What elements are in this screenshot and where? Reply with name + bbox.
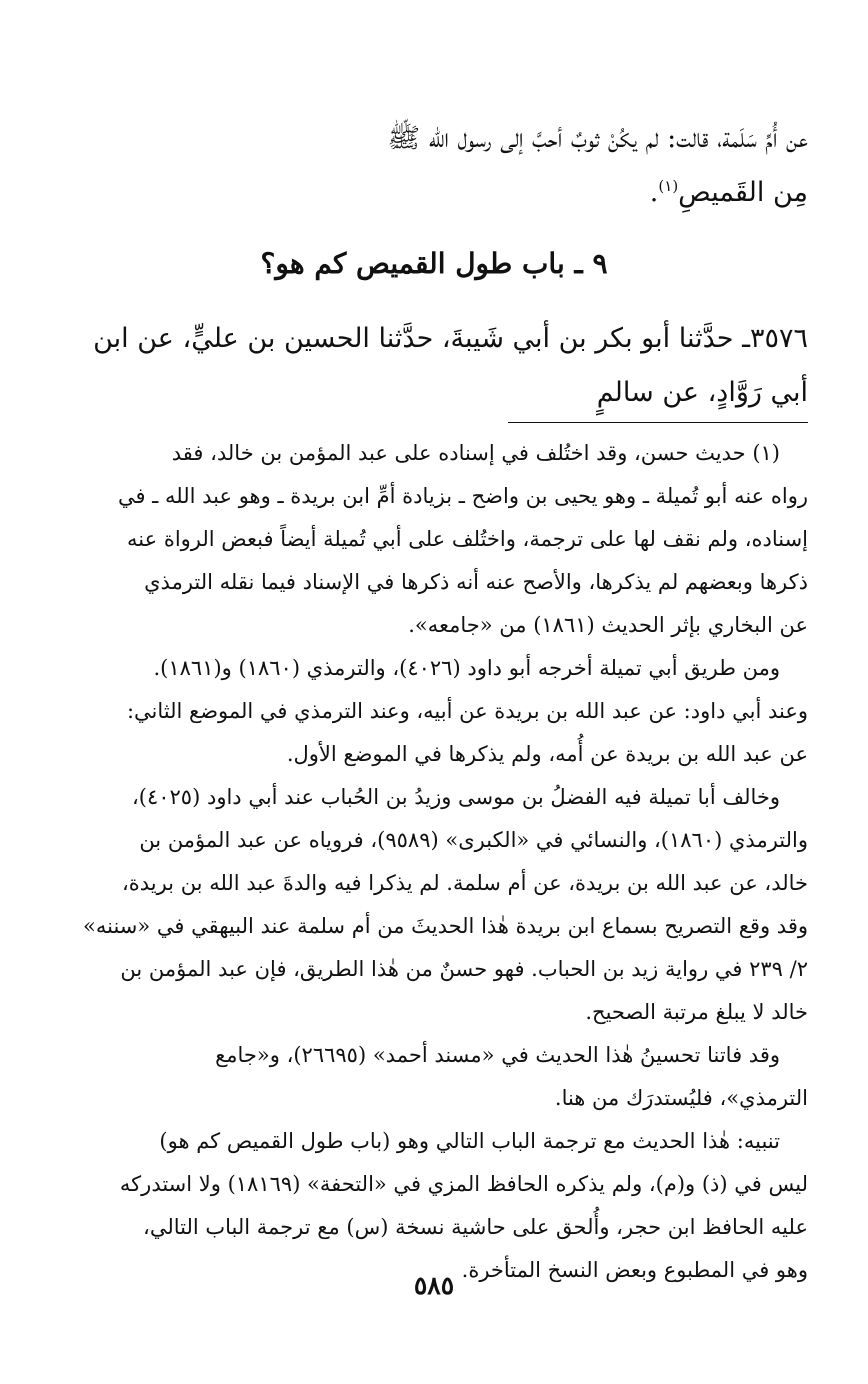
footnotes-section — [56, 432, 808, 1292]
footnote-paragraph — [56, 432, 808, 647]
footnote-paragraph — [56, 1034, 808, 1120]
footnote-line: ذكرها وبعضهم لم يذكرها، والأصح عنه أنه ذكرها في الإسناد فيما نقله الترمذي — [144, 570, 808, 594]
footnote-line: وقد وقع التصريح بسماع ابن بريدة هٰذا الحديثَ من أم سلمة عند البيهقي في «سننه» — [83, 914, 808, 938]
hadith-line-end: . — [649, 177, 659, 208]
footnote-line: ليس في (ذ) و(م)، ولم يذكره الحافظ المزي في «التحفة» (١٨١٦٩) ولا استدركه — [119, 1172, 808, 1196]
hadith-text-top — [56, 112, 808, 220]
footnote-line: وقد فاتنا تحسينُ هٰذا الحديث في «مسند أحمد» (٢٦٦٩٥)، و«جامع — [215, 1043, 780, 1067]
footnote-line: عليه الحافظ ابن حجر، وأُلحق على حاشية نسخة (س) مع ترجمة الباب التالي، — [143, 1215, 808, 1239]
footnote-line: (١) حديث حسن، وقد اختُلف في إسناده على عبد المؤمن بن خالد، فقد — [171, 441, 780, 465]
footnote-line: ومن طريق أبي تميلة أخرجه أبو داود (٤٠٢٦)، والترمذي (١٨٦٠) و(١٨٦١). — [153, 656, 780, 680]
page-number: ٥٨٥ — [413, 1271, 455, 1300]
footnote-line: وهو في المطبوع وبعض النسخ المتأخرة. — [461, 1258, 808, 1282]
footnote-line: خالد، عن عبد الله بن بريدة، عن أم سلمة. لم يذكرا فيه والدةَ عبد الله بن بريدة، — [121, 871, 808, 895]
footnote-line: إسناده، ولم نقف لها على ترجمة، واختُلف على أبي تُميلة أيضاً فبعض الرواة عنه — [127, 527, 808, 551]
footnote-paragraph — [56, 647, 808, 776]
footnote-line: تنبيه: هٰذا الحديث مع ترجمة الباب التالي وهو (باب طول القميص كم هو) — [159, 1129, 780, 1153]
footnote-reference[interactable]: (١) — [658, 177, 679, 195]
footnote-line: رواه عنه أبو تُميلة ـ وهو يحيى بن واضح ـ بزيادة أمِّ ابن بريدة ـ وهو عبد الله ـ في — [117, 484, 808, 508]
footnote-line: والترمذي (١٨٦٠)، والنسائي في «الكبرى» (٩٥٨٩)، فروياه عن عبد المؤمن بن — [139, 828, 808, 852]
footnote-line: ٢/ ٢٣٩ في رواية زيد بن الحباب. فهو حسنٌ من هٰذا الطريق، فإن عبد المؤمن بن — [120, 957, 808, 981]
footnote-paragraph — [56, 776, 808, 1034]
hadith-line: أبي رَوَّادٍ، عن سالمٍ — [596, 377, 808, 408]
footnote-line: وخالف أبا تميلة فيه الفضلُ بن موسى وزيدُ بن الحُباب عند أبي داود (٤٠٢٥)، — [131, 785, 780, 809]
chapter-heading: ٩ ـ باب طول القميص كم هو؟ — [260, 247, 608, 280]
footnote-line: الترمذي»، فليُستدرَك من هنا. — [554, 1086, 808, 1110]
hadith-line — [56, 166, 808, 220]
hadith-line: ٣٥٧٦ـ حدَّثنا أبو بكر بن أبي شَيبةَ، حدَّثنا الحسين بن عليٍّ، عن ابن — [93, 323, 808, 354]
footnote-line: وعند أبي داود: عن عبد الله بن بريدة عن أبيه، وعند الترمذي في الموضع الثاني: — [126, 699, 808, 723]
hadith-line-text: مِن القَميصِ — [678, 177, 808, 208]
footnote-line: عن البخاري بإثر الحديث (١٨٦١) من «جامعه». — [408, 613, 808, 637]
hadith-text-3576 — [56, 312, 808, 420]
footnote-divider — [508, 422, 808, 423]
footnote-line: عن عبد الله بن بريدة عن أُمه، ولم يذكرها في الموضع الأول. — [286, 742, 808, 766]
footnote-line: خالد لا يبلغ مرتبة الصحيح. — [585, 1000, 808, 1024]
hadith-line: عن أُمِّ سَلَمة، قالت: لم يكُنْ ثوبٌ أحبَّ إلى رسول الله ﷺ — [387, 123, 808, 154]
